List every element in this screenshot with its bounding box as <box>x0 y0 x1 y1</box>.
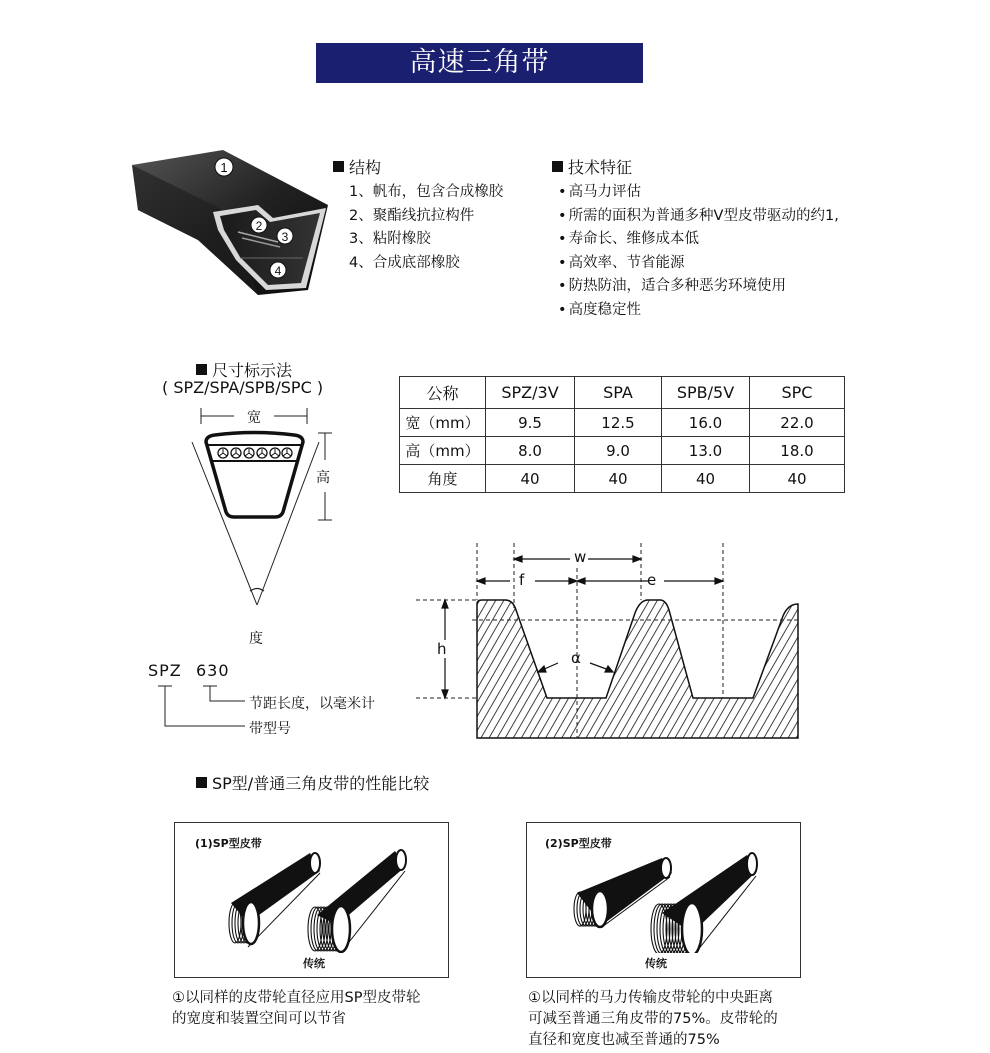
table-cell: 22.0 <box>750 409 845 437</box>
dimensions-subheading: ( SPZ/SPA/SPB/SPC ) <box>162 378 324 397</box>
table-cell: 8.0 <box>486 437 575 465</box>
table-cell: 宽（mm） <box>400 409 486 437</box>
table-cell: 40 <box>486 465 575 493</box>
caption-line: 可减至普通三角皮带的75%。皮带轮的 <box>528 1011 778 1027</box>
model-code-length: 630 <box>196 661 230 680</box>
table-cell: 40 <box>575 465 662 493</box>
table-header-cell: SPZ/3V <box>486 377 575 409</box>
features-heading: 技术特征 <box>552 155 632 178</box>
traditional-label: 传统 <box>645 957 667 970</box>
table-header-row <box>400 377 845 409</box>
height-label: 高 <box>316 470 330 486</box>
table-cell: 40 <box>662 465 750 493</box>
comparison-panel-1 <box>174 822 449 978</box>
comparison-panel-2 <box>526 822 801 978</box>
table-cell: 9.5 <box>486 409 575 437</box>
square-bullet-icon <box>196 777 207 788</box>
caption-line: ①以同样的马力传输皮带轮的中央距离 <box>528 990 773 1006</box>
square-bullet-icon <box>333 161 344 172</box>
groove-label-h: h <box>437 640 447 658</box>
square-bullet-icon <box>552 161 563 172</box>
panel-label: (1)SP型皮带 <box>195 837 262 850</box>
groove-label-e: e <box>647 571 657 589</box>
angle-label: 度 <box>249 631 263 647</box>
list-item: • 寿命长、维修成本低 <box>558 228 839 252</box>
model-code-type: SPZ <box>148 661 182 680</box>
table-cell: 9.0 <box>575 437 662 465</box>
belt-structure-illustration <box>128 150 333 300</box>
page-title-banner <box>316 43 643 83</box>
belt-comparison-illustration <box>562 843 772 953</box>
list-item: 4、合成底部橡胶 <box>349 254 460 271</box>
table-row <box>400 409 845 437</box>
table-cell: 18.0 <box>750 437 845 465</box>
caption-line: 直径和宽度也减至普通的75% <box>528 1032 720 1048</box>
dimensions-heading: 尺寸标示法 <box>196 358 292 381</box>
table-cell: 16.0 <box>662 409 750 437</box>
list-item: 3、粘附橡胶 <box>349 231 431 247</box>
list-item: 2、聚酯线抗拉构件 <box>349 207 475 224</box>
caption-line: ①以同样的皮带轮直径应用SP型皮带轮 <box>172 990 421 1006</box>
model-code-leader-lines <box>150 684 250 734</box>
traditional-label: 传统 <box>303 957 325 970</box>
list-item: • 高马力评估 <box>558 181 839 205</box>
caption-line: 的宽度和装置空间可以节省 <box>172 1011 346 1027</box>
page-title: 高速三角带 <box>409 47 550 78</box>
table-header-cell: SPC <box>750 377 845 409</box>
table-row <box>400 437 845 465</box>
table-header-cell: SPB/5V <box>662 377 750 409</box>
table-cell: 角度 <box>400 465 486 493</box>
width-label: 宽 <box>247 410 261 426</box>
panel-label: (2)SP型皮带 <box>545 837 612 850</box>
comparison-heading: SP型/普通三角皮带的性能比较 <box>196 771 429 794</box>
groove-label-f: f <box>519 571 525 589</box>
spec-table <box>399 376 845 493</box>
svg-text:4: 4 <box>274 264 282 278</box>
list-item: • 防热防油，适合多种恶劣环境使用 <box>558 275 839 299</box>
svg-text:1: 1 <box>220 160 228 175</box>
belt-comparison-illustration <box>215 843 415 953</box>
list-item: 1、帆布，包含合成橡胶 <box>349 184 504 200</box>
table-cell: 高（mm） <box>400 437 486 465</box>
table-cell: 12.5 <box>575 409 662 437</box>
structure-list <box>349 181 503 275</box>
structure-heading: 结构 <box>333 155 381 178</box>
pitch-length-note: 节距长度，以毫米计 <box>249 696 375 712</box>
table-cell: 40 <box>750 465 845 493</box>
groove-label-w: w <box>574 548 587 566</box>
comparison-caption-1 <box>172 988 420 1030</box>
pulley-groove-diagram <box>410 538 805 743</box>
features-list <box>558 181 839 322</box>
list-item: • 高效率、节省能源 <box>558 252 839 276</box>
list-item: • 高度稳定性 <box>558 299 839 323</box>
v-belt-dimension-diagram <box>190 400 340 630</box>
table-row <box>400 465 845 493</box>
comparison-caption-2 <box>528 988 778 1051</box>
square-bullet-icon <box>196 364 207 375</box>
belt-type-note: 带型号 <box>249 721 291 737</box>
svg-text:3: 3 <box>281 230 289 244</box>
table-cell: 13.0 <box>662 437 750 465</box>
svg-text:2: 2 <box>255 219 263 233</box>
groove-label-alpha: α <box>571 649 581 667</box>
list-item: • 所需的面积为普通多种V型皮带驱动的约1, <box>558 205 839 229</box>
table-header-cell: 公称 <box>400 377 486 409</box>
table-header-cell: SPA <box>575 377 662 409</box>
